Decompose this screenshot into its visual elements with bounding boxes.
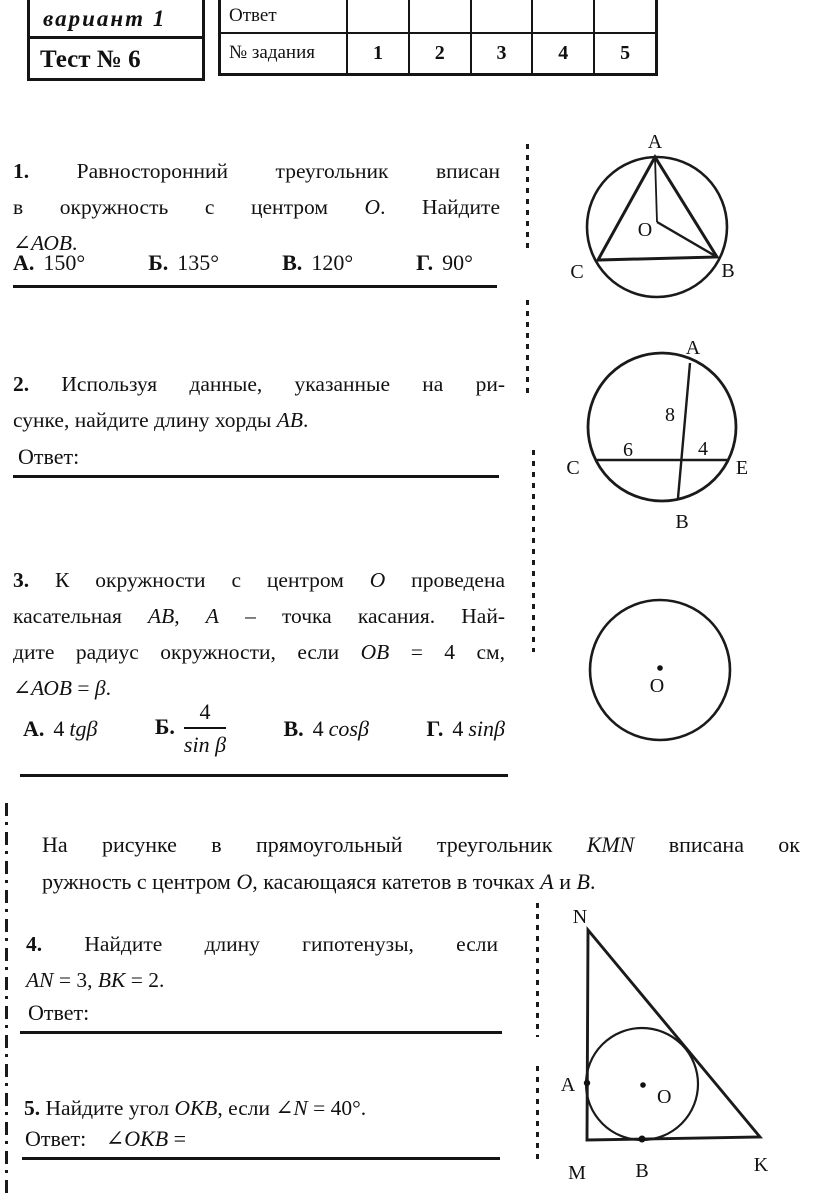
left-margin-dashdot-line <box>5 803 8 1195</box>
figure-1-inscribed-triangle <box>540 120 818 320</box>
variant-label: вариант 1 <box>30 0 202 39</box>
answer-cell-1 <box>347 0 409 33</box>
question-1-dashed-separator <box>526 144 529 248</box>
answer-cell-5 <box>594 0 656 33</box>
fig3-label-o: O <box>649 675 665 697</box>
fig4-tangent-point-a-dot <box>584 1080 590 1086</box>
fig2-value-8: 8 <box>665 404 675 426</box>
q3-option-v: В. 4 cosβ <box>283 715 369 741</box>
fig4-label-b: B <box>635 1160 649 1182</box>
task-number-2: 2 <box>409 33 471 75</box>
variant-test-box <box>27 0 205 81</box>
question-3-divider <box>20 774 508 777</box>
question-3-options <box>23 700 505 757</box>
fig2-label-e: E <box>735 457 749 479</box>
question-1-text: 1. Равносторонний треугольник вписан в окружность с центром О. Найдите ∠АОВ. <box>13 159 501 255</box>
q3-option-g: Г. 4 sinβ <box>426 715 505 741</box>
fig4-label-o: O <box>657 1086 672 1108</box>
q3-option-b-fraction: $\frac{4}{\text{sin β}}$ <box>183 699 227 757</box>
fig1-label-o: O <box>637 219 653 241</box>
task-number-5: 5 <box>594 33 656 75</box>
question-2-answer-line <box>13 475 499 478</box>
question-5-answer-label: Ответ: <box>25 1126 87 1151</box>
task-row-header: № задания <box>220 33 348 75</box>
fig1-label-b: B <box>721 260 735 282</box>
figure-2-chords <box>540 330 818 540</box>
question-4-answer-line <box>20 1031 502 1034</box>
q3-option-b: Б. $\frac{4}{\text{sin β}}$ <box>154 699 227 757</box>
question-5-text: 5. Найдите угол ОКВ, если ∠N = 40°. <box>24 1096 367 1120</box>
question-4-answer-label: Ответ: <box>28 1000 90 1025</box>
question-2-dashed-separator <box>526 300 529 396</box>
fig3-center-dot <box>657 665 663 671</box>
question-2-answer-label: Ответ: <box>18 444 80 469</box>
figure-4-right-triangle-incircle <box>530 895 818 1200</box>
fig2-chord-ab <box>678 363 690 498</box>
question-3-dashed-separator <box>532 450 535 652</box>
fig4-label-a: A <box>560 1074 576 1096</box>
q1-option-g: Г. 90° <box>416 250 473 275</box>
question-5-answer-prefix: ∠ОКВ = <box>105 1126 187 1151</box>
q3-option-a: А. 4 tgβ <box>23 715 98 741</box>
question-3-text: 3. К окружности с центром О проведена касательная АВ, А – точка касания. Най- дите радиус окружности, если ОВ = 4 см, ∠АОВ = β. <box>13 568 506 700</box>
task-number-4: 4 <box>532 33 594 75</box>
figure-3-circle <box>560 580 818 780</box>
q1-option-b: Б. 135° <box>148 250 220 275</box>
question-5-answer-line <box>22 1157 500 1160</box>
fig4-label-n: N <box>572 906 588 928</box>
fig1-radius-oa <box>655 157 657 222</box>
fig2-value-4: 4 <box>698 438 708 460</box>
fig1-label-a: A <box>647 131 663 153</box>
answer-cell-4 <box>532 0 594 33</box>
intro-paragraph-kmn: На рисунке в прямоугольный треугольник КМN вписана ок ружность с центром О, касающаяся катетов в точках А и В. <box>42 832 800 894</box>
answer-row-header: Ответ <box>220 0 348 33</box>
fig1-label-c: C <box>570 261 584 283</box>
question-4-text: 4. Найдите длину гипотенузы, если AN = 3, BK = 2. <box>26 932 498 992</box>
q1-option-a: А. 150° <box>13 250 86 275</box>
test-number-label: Тест № 6 <box>40 46 141 73</box>
fig2-label-c: C <box>566 457 580 479</box>
answer-cell-3 <box>471 0 533 33</box>
fig4-label-k: K <box>753 1154 769 1176</box>
answer-table <box>218 0 658 76</box>
fig1-circle <box>587 157 727 297</box>
task-number-1: 1 <box>347 33 409 75</box>
question-5-answer <box>25 1126 186 1152</box>
answer-cell-2 <box>409 0 471 33</box>
fig2-value-6: 6 <box>623 439 633 461</box>
fig1-radius-ob <box>657 222 717 257</box>
question-1-divider <box>13 285 497 288</box>
fig2-label-b: B <box>675 511 689 533</box>
fig2-label-a: A <box>685 337 701 359</box>
fig4-label-m: M <box>568 1162 586 1184</box>
q1-option-v: В. 120° <box>282 250 354 275</box>
fig4-center-o-dot <box>640 1082 646 1088</box>
fig2-circle <box>588 353 736 501</box>
question-1-options <box>13 250 473 276</box>
task-number-3: 3 <box>471 33 533 75</box>
fig4-tangent-point-b-dot <box>639 1136 646 1143</box>
question-2-text: 2. Используя данные, указанные на ри- сунке, найдите длину хорды АВ. <box>13 372 505 432</box>
